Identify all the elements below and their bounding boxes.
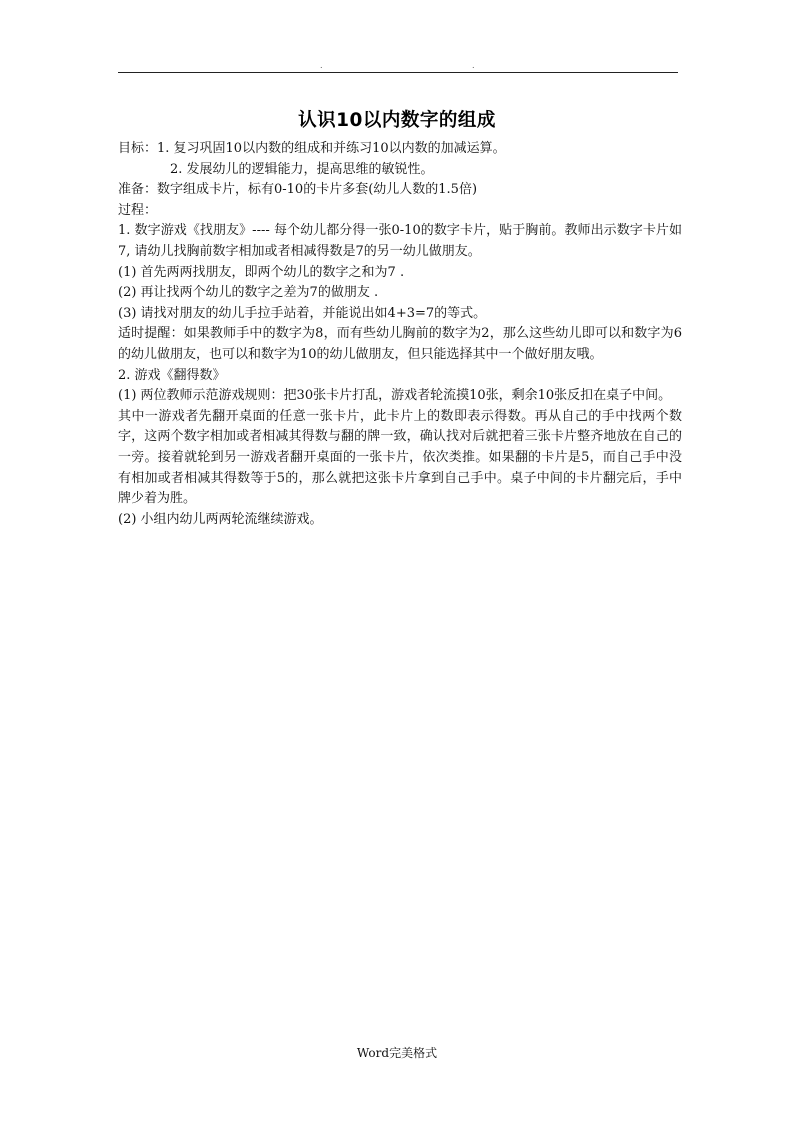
- goal-line-2: 2. 发展幼儿的逻辑能力，提高思维的敏锐性。: [170, 161, 434, 177]
- game2-step-1: (1) 两位教师示范游戏规则：把30张卡片打乱，游戏者轮流摸10张，剩余10张反扣在桌子中间。: [118, 388, 672, 404]
- document-body: [118, 139, 682, 530]
- game2-heading: 2. 游戏《翻得数》: [118, 367, 226, 383]
- header-dot-right: .: [472, 61, 475, 70]
- game1-step-3: (3) 请找对朋友的幼儿手拉手站着，并能说出如4+3=7的等式。: [118, 305, 487, 321]
- game2-step-2: (2) 小组内幼儿两两轮流继续游戏。: [118, 511, 323, 527]
- preparation-line: 准备：数字组成卡片，标有0-10的卡片多套(幼儿人数的1.5倍): [118, 182, 478, 198]
- timely-tip-paragraph: 适时提醒：如果教师手中的数字为8，而有些幼儿胸前的数字为2，那么这些幼儿即可以和数字为6的幼儿做朋友，也可以和数字为10的幼儿做朋友，但只能选择其中一个做好朋友哦。: [118, 326, 682, 362]
- game1-step-2: (2) 再让找两个幼儿的数字之差为7的做朋友 .: [118, 285, 379, 301]
- header-rule: [118, 72, 678, 73]
- goal-line-1: 目标：1. 复习巩固10以内数的组成和并练习10以内数的加减运算。: [118, 141, 506, 156]
- game2-detail-paragraph: 其中一游戏者先翻开桌面的任意一张卡片，此卡片上的数即表示得数。再从自己的手中找两个数字，这两个数字相加或者相减其得数与翻的牌一致，确认找对后就把着三张卡片整齐地放在自己的一旁。接着就轮到另一游戏者翻开桌面的一张卡片，依次类推。如果翻的卡片是5，而自己手中没有相加或者相减其得数等于5的，那么就把这张卡片拿到自己手中。桌子中间的卡片翻完后，手中牌少着为胜。: [118, 408, 682, 507]
- page-footer: Word完美格式: [356, 1046, 438, 1060]
- process-heading: 过程：: [118, 202, 158, 218]
- header-dot-left: .: [320, 61, 323, 70]
- game1-step-1: (1) 首先两两找朋友，即两个幼儿的数字之和为7 .: [118, 264, 405, 280]
- game1-intro-paragraph: 1. 数字游戏《找朋友》---- 每个幼儿都分得一张0-10的数字卡片，贴于胸前。教师出示数字卡片如7, 请幼儿找胸前数字相加或者相减得数是7的另一幼儿做朋友。: [118, 223, 682, 259]
- document-title: 认识10以内数字的组成: [298, 110, 496, 131]
